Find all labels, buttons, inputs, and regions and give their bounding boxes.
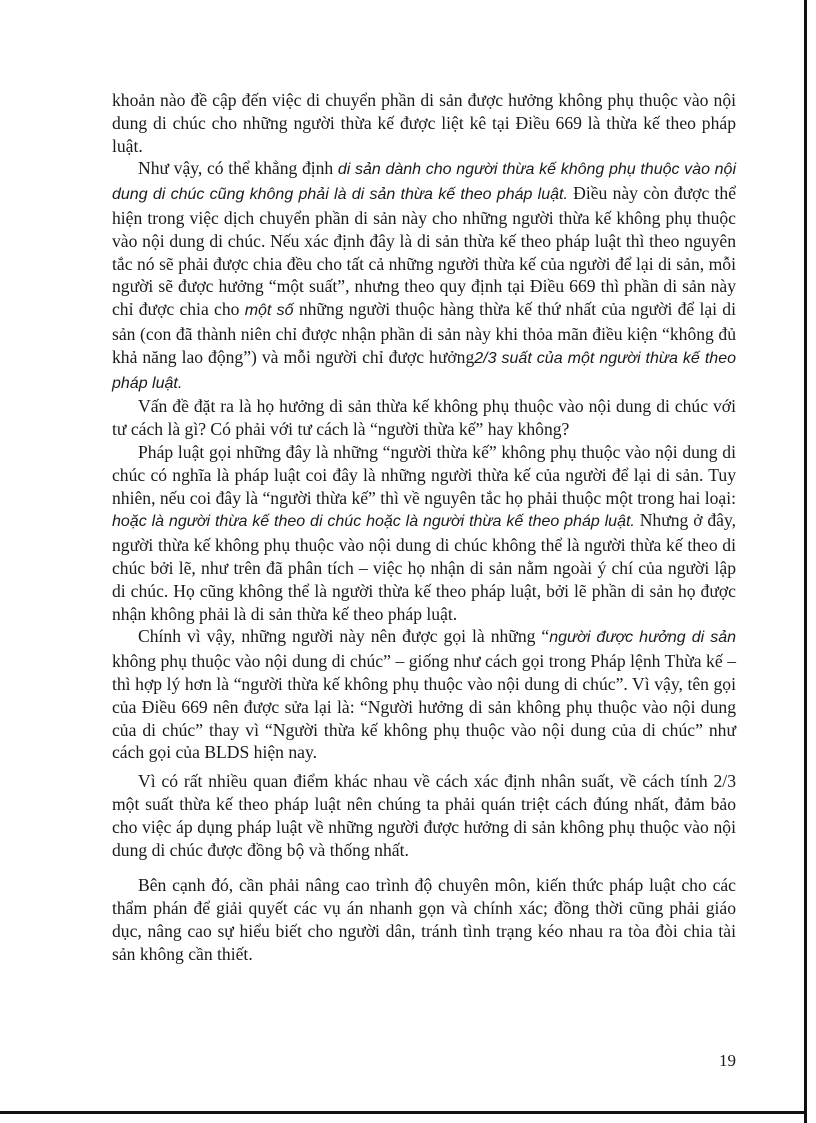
paragraph-1: khoản nào đề cập đến việc di chuyển phần di sản được hưởng không phụ thuộc vào nội dung di chúc cho những người thừa kế được liệt kê tại Điều 669 là thừa kế theo pháp luật. xyxy=(112,90,736,156)
paragraph-3: Vấn đề đặt ra là họ hưởng di sản thừa kế không phụ thuộc vào nội dung di chúc với tư cách là gì? Có phải với tư cách là “người thừa kế” hay không? xyxy=(112,396,736,440)
paragraph-2-text-b: Điều này còn được thể hiện trong việc dịch chuyển phần di sản này cho những người thừa kế không phụ thuộc vào nội dung di chúc. Nếu xác định đây là di sản thừa kế theo pháp luật thì theo nguyên tắc nó sẽ phải được chia đều cho tất cả những người thừa kế của người để lại di sản, mỗi người sẽ được hưởng “một suất”, nhưng theo quy định tại Điều 669 thì phần di sản này chỉ được chia cho xyxy=(112,183,737,320)
page-border-bottom xyxy=(0,1111,807,1114)
paragraph-5 xyxy=(112,625,736,764)
paragraph-5-italic: người được hưởng di sản xyxy=(549,629,737,647)
paragraph-2-text-a: Như vậy, có thể khẳng định xyxy=(138,158,338,179)
paragraph-2-text-c: những người thuộc hàng thừa kế thứ nhất của người để lại di sản (con đã thành niên chỉ được nhận phần di sản này khi thỏa mãn điều kiện “không đủ khả năng lao động”) và mỗi người chỉ được hưởng xyxy=(112,299,736,367)
paragraph-4-text-b: Nhưng ở đây, người thừa kế không phụ thuộc vào nội dung di chúc không thể là người thừa kế theo di chúc bởi lẽ, như trên đã phân tích – việc họ nhận di sản nằm ngoài ý chí của người lập di chúc. Họ cũng không thể là người thừa kế theo pháp luật, bởi lẽ phần di sản họ được nhận không phải là di sản thừa kế theo pháp luật. xyxy=(112,510,736,624)
page-number: 19 xyxy=(719,1051,736,1070)
paragraph-5-text-a: Chính vì vậy, những người này nên được gọi là những “ xyxy=(138,626,550,647)
paragraph-4 xyxy=(112,441,736,625)
page-border-right xyxy=(804,0,807,1123)
body-text xyxy=(112,89,736,965)
paragraph-2 xyxy=(112,157,736,395)
paragraph-2-italic-c: 2/3 suất của một người thừa kế theo pháp luật. xyxy=(112,349,737,392)
paragraph-2-italic-b: một số xyxy=(244,302,294,320)
paragraph-7: Bên cạnh đó, cần phải nâng cao trình độ chuyên môn, kiến thức pháp luật cho các thẩm phán để giải quyết các vụ án nhanh gọn và chính xác; đồng thời cũng phải giáo dục, nâng cao sự hiểu biết cho người dân, tránh tình trạng kéo nhau ra tòa đòi chia tài sản không cần thiết. xyxy=(112,875,736,964)
paragraph-5-text-b: không phụ thuộc vào nội dung di chúc” – giống như cách gọi trong Pháp lệnh Thừa kế – thì hợp lý hơn là “người thừa kế không phụ thuộc vào nội dung di chúc”. Vì vậy, tên gọi của Điều 669 nên được sửa lại là: “Người hưởng di sản không phụ thuộc vào nội dung của di chúc” thay vì “Người thừa kế không phụ thuộc vào nội dung của di chúc” như cách gọi của BLDS hiện nay. xyxy=(112,651,736,763)
paragraph-2-italic-a: di sản dành cho người thừa kế không phụ thuộc vào nội dung di chúc cũng không phải là di sản thừa kế theo pháp luật. xyxy=(112,161,737,204)
paragraph-4-text-a: Pháp luật gọi những đây là những “người thừa kế” không phụ thuộc vào nội dung di chúc có nghĩa là pháp luật coi đây là những người thừa kế của người để lại di sản. Tuy nhiên, nếu coi đây là “người thừa kế” thì về nguyên tắc họ phải thuộc một trong hai loại: xyxy=(112,441,736,508)
paragraph-4-italic: hoặc là người thừa kế theo di chúc hoặc là người thừa kế theo pháp luật. xyxy=(112,513,635,531)
paragraph-6: Vì có rất nhiều quan điểm khác nhau về cách xác định nhân suất, về cách tính 2/3 một suất thừa kế theo pháp luật nên chúng ta phải quán triệt cách đúng nhất, đảm bảo cho việc áp dụng pháp luật về những người được hưởng di sản không phụ thuộc vào nội dung di chúc được đồng bộ và thống nhất. xyxy=(112,771,736,860)
